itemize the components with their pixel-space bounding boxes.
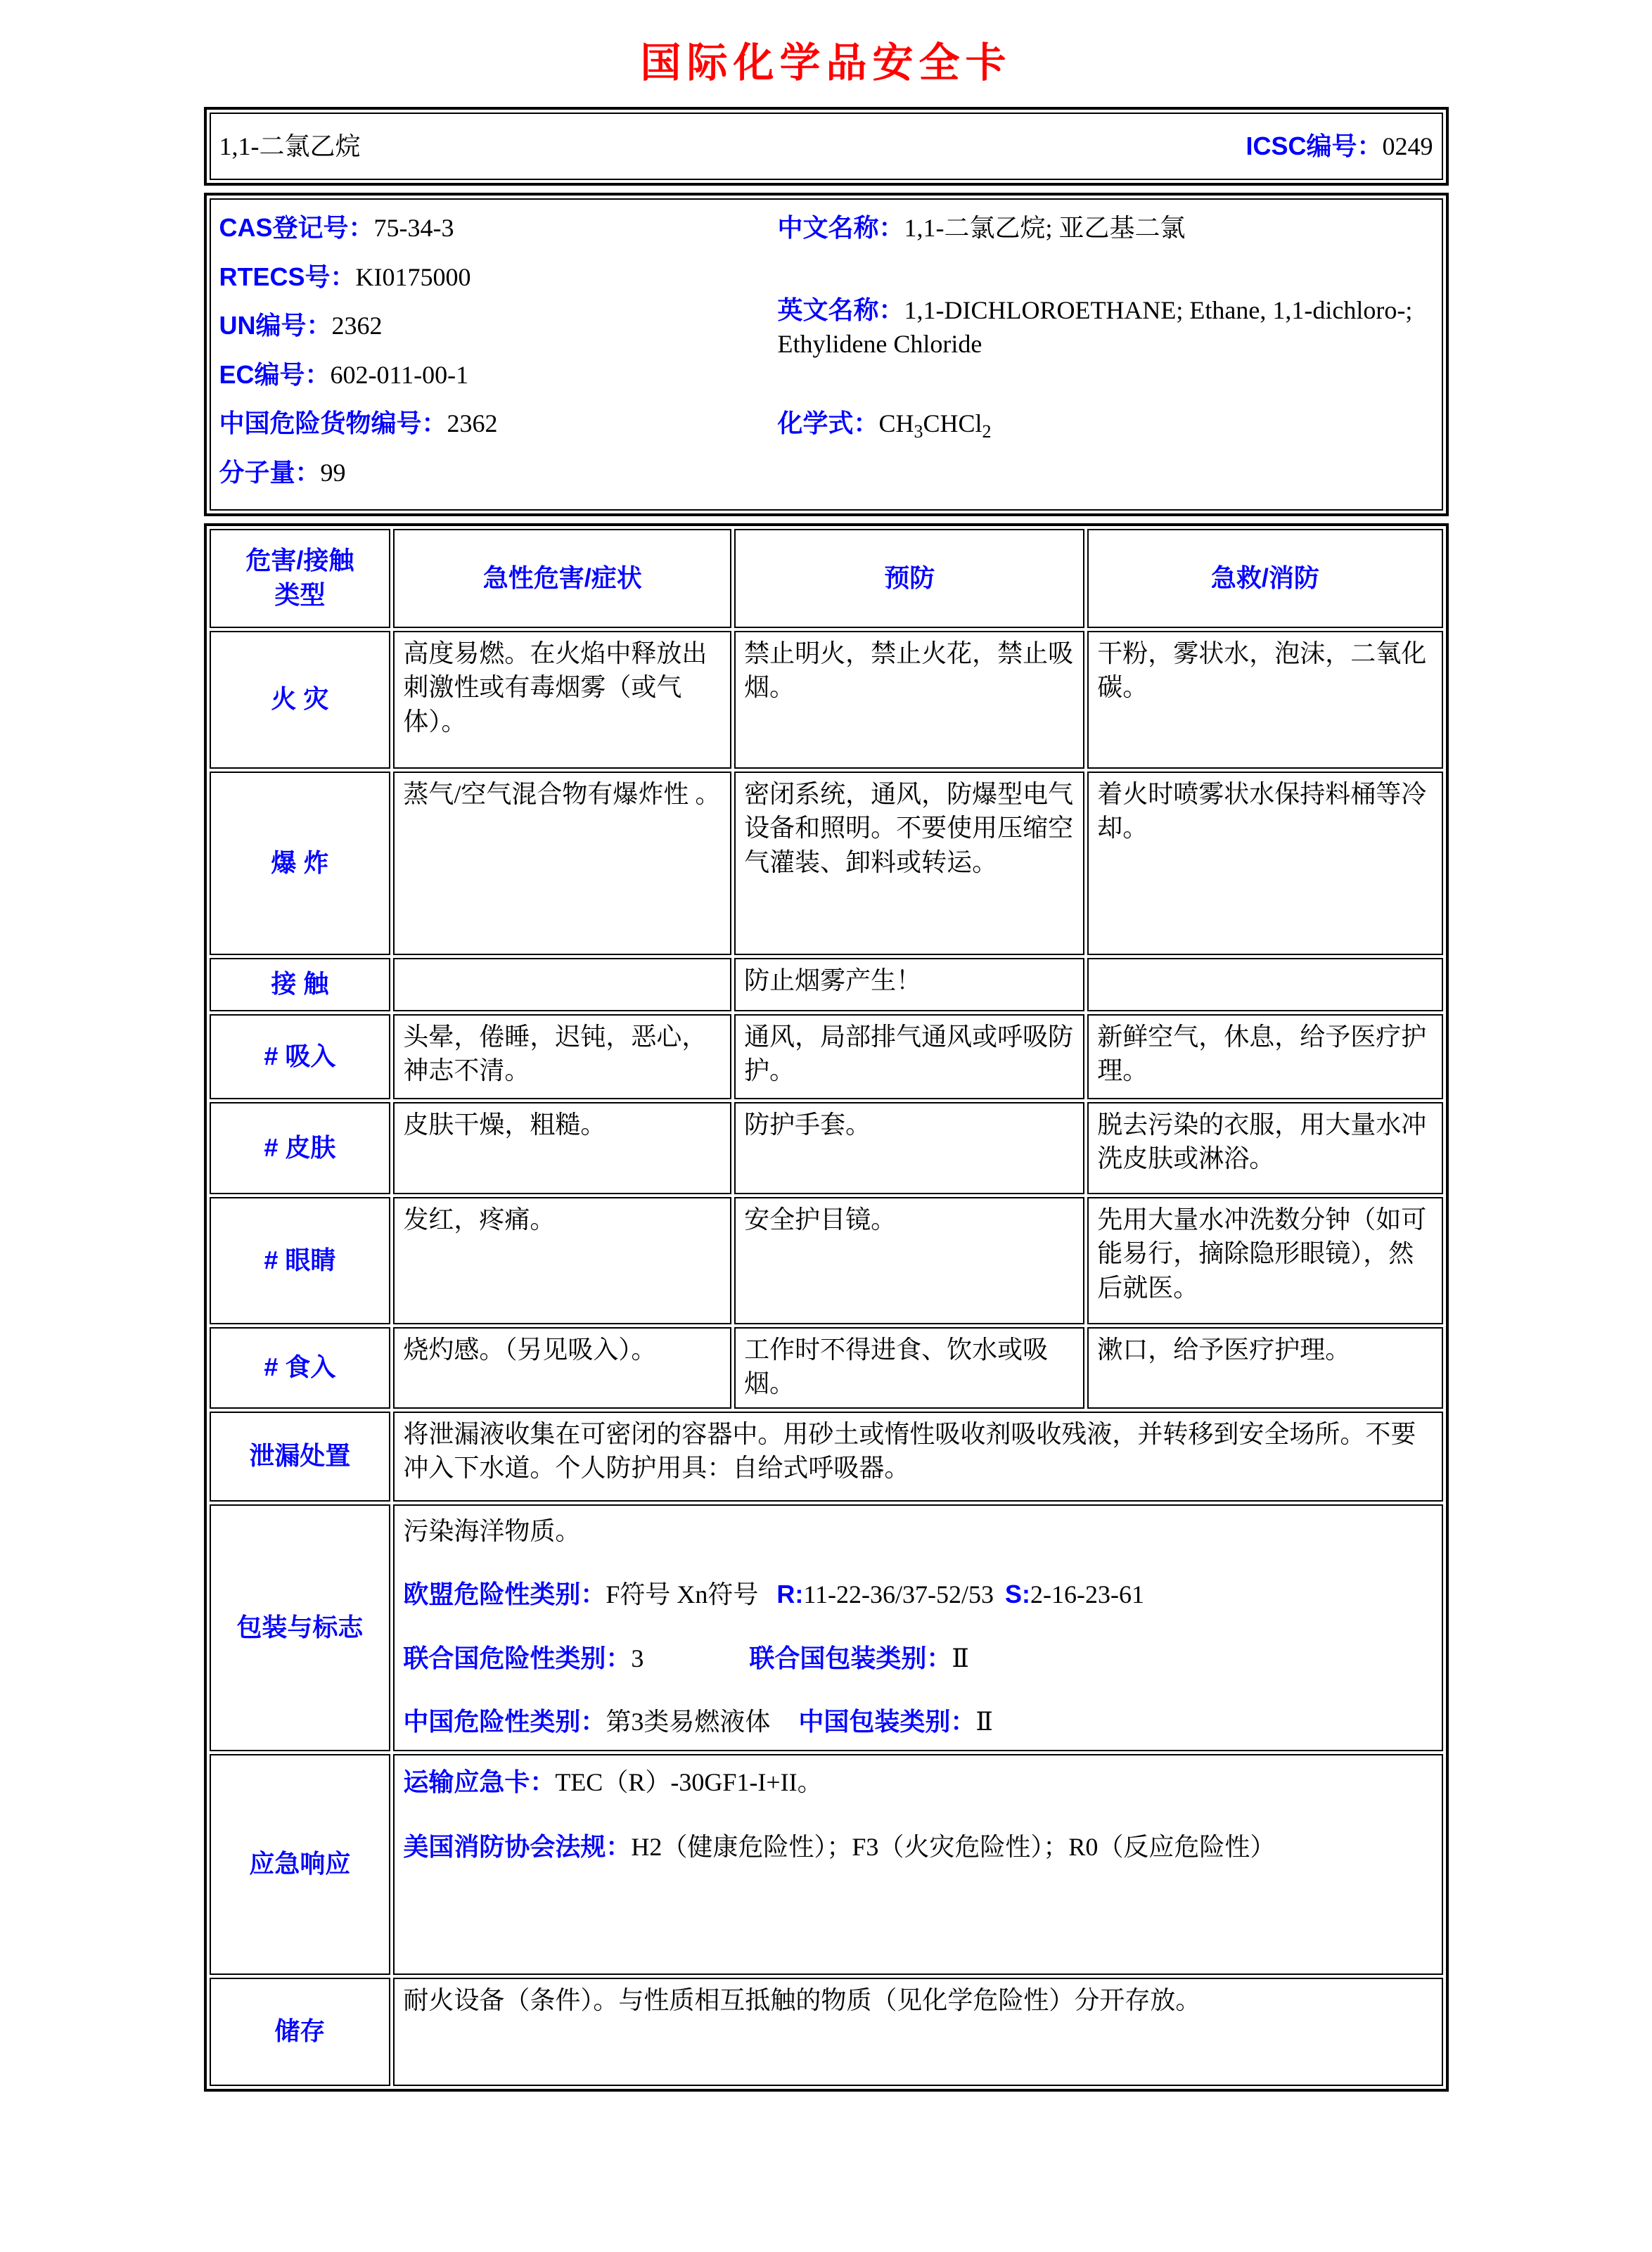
chinese-name-label: 中文名称： bbox=[777, 213, 904, 242]
hazard-table bbox=[204, 523, 1449, 2092]
row-explosion-symptoms: 蒸气/空气混合物有爆炸性 。 bbox=[393, 772, 731, 955]
row-eyes-first-aid: 先用大量水冲洗数分钟（如可能易行，摘除隐形眼镜），然后就医。 bbox=[1087, 1197, 1442, 1324]
header-hazard-type-line2: 类型 bbox=[274, 580, 326, 610]
header-hazard-type-line1: 危害/接触 bbox=[245, 546, 354, 575]
chemical-name: 1,1-二氯乙烷 bbox=[219, 132, 361, 160]
formula-line bbox=[777, 407, 1433, 444]
row-fire-symptoms: 高度易燃。在火焰中释放出刺激性或有毒烟雾（或气体）。 bbox=[393, 631, 731, 769]
eu-class-value: F符号 Xn符号 bbox=[606, 1580, 759, 1609]
english-name-value: 1,1-DICHLOROETHANE; Ethane, 1,1-dichloro-; Ethylidene Chloride bbox=[777, 295, 1413, 359]
row-spill-label: 泄漏处置 bbox=[210, 1412, 391, 1502]
row-packaging-label: 包装与标志 bbox=[210, 1504, 391, 1751]
header-hazard-type bbox=[210, 529, 391, 628]
row-emergency-content bbox=[393, 1754, 1442, 1975]
chemical-header-table bbox=[204, 107, 1449, 186]
row-ingestion bbox=[210, 1327, 1443, 1409]
cas-number-line bbox=[219, 211, 778, 245]
row-spill-disposal bbox=[210, 1412, 1443, 1502]
row-skin bbox=[210, 1102, 1443, 1194]
un-label: UN编号： bbox=[219, 311, 332, 340]
ec-number-line bbox=[219, 358, 778, 392]
molecular-weight-value: 99 bbox=[320, 458, 346, 487]
row-fire-prevention: 禁止明火，禁止火花，禁止吸烟。 bbox=[734, 631, 1084, 769]
row-packaging-labelling bbox=[210, 1504, 1443, 1751]
rtecs-number-line bbox=[219, 260, 778, 295]
tec-card-value: TEC（R）-30GF1-I+II。 bbox=[555, 1767, 823, 1796]
row-eyes bbox=[210, 1197, 1443, 1324]
china-class-label: 中国危险性类别： bbox=[403, 1707, 606, 1736]
un-number-line bbox=[219, 309, 778, 343]
header-symptoms: 急性危害/症状 bbox=[393, 529, 731, 628]
cas-label: CAS登记号： bbox=[219, 213, 374, 242]
row-explosion-first-aid: 着火时喷雾状水保持料桶等冷却。 bbox=[1087, 772, 1442, 955]
row-explosion bbox=[210, 772, 1443, 955]
nfpa-value: H2（健康危险性）；F3（火灾危险性）；R0（反应危险性） bbox=[631, 1833, 1276, 1862]
eu-class-label: 欧盟危险性类别： bbox=[403, 1580, 606, 1609]
molecular-weight-line bbox=[219, 456, 778, 490]
row-skin-label: # 皮肤 bbox=[210, 1102, 391, 1194]
un-class-value: 3 bbox=[631, 1644, 644, 1672]
row-emergency-response bbox=[210, 1754, 1443, 1975]
identifiers-table bbox=[204, 193, 1449, 516]
row-explosion-label: 爆 炸 bbox=[210, 772, 391, 955]
identifiers-cell bbox=[210, 198, 1443, 511]
row-storage-content: 耐火设备（条件）。与性质相互抵触的物质（见化学危险性）分开存放。 bbox=[393, 1978, 1442, 2086]
row-exposure bbox=[210, 958, 1443, 1011]
row-inhalation-label: # 吸入 bbox=[210, 1014, 391, 1099]
row-packaging-content bbox=[393, 1504, 1442, 1751]
molecular-weight-label: 分子量： bbox=[219, 457, 321, 487]
s-phrases-value: 2-16-23-61 bbox=[1030, 1580, 1144, 1609]
row-eyes-symptoms: 发红，疼痛。 bbox=[393, 1197, 731, 1324]
r-phrases-label: R: bbox=[776, 1580, 804, 1609]
row-ingestion-label: # 食入 bbox=[210, 1327, 391, 1409]
row-emergency-label: 应急响应 bbox=[210, 1754, 391, 1975]
formula-part-1: CH bbox=[878, 409, 914, 437]
s-phrases-label: S: bbox=[1005, 1580, 1030, 1609]
tec-card-line bbox=[403, 1765, 1433, 1800]
china-dg-label: 中国危险货物编号： bbox=[219, 409, 447, 438]
formula-subscript-2: 2 bbox=[982, 421, 992, 442]
ec-value: 602-011-00-1 bbox=[330, 360, 469, 389]
row-fire-label: 火 灾 bbox=[210, 631, 391, 769]
cas-value: 75-34-3 bbox=[373, 214, 454, 242]
row-skin-prevention: 防护手套。 bbox=[734, 1102, 1084, 1194]
china-classification-line bbox=[403, 1705, 1433, 1739]
chinese-name-line bbox=[777, 211, 1433, 245]
row-inhalation-symptoms: 头晕，倦睡，迟钝，恶心，神志不清。 bbox=[393, 1014, 731, 1099]
icsc-number bbox=[1246, 129, 1433, 164]
china-dg-value: 2362 bbox=[447, 409, 498, 438]
row-eyes-label: # 眼睛 bbox=[210, 1197, 391, 1324]
row-ingestion-first-aid: 漱口，给予医疗护理。 bbox=[1087, 1327, 1442, 1409]
row-exposure-first-aid bbox=[1087, 958, 1442, 1011]
un-pack-value: Ⅱ bbox=[952, 1644, 969, 1672]
row-ingestion-symptoms: 烧灼感。（另见吸入）。 bbox=[393, 1327, 731, 1409]
icsc-number-label: ICSC编号： bbox=[1246, 131, 1383, 160]
marine-pollutant-line: 污染海洋物质。 bbox=[403, 1516, 581, 1545]
english-name-line bbox=[777, 293, 1433, 362]
chinese-name-value: 1,1-二氯乙烷; 亚乙基二氯 bbox=[904, 214, 1186, 242]
un-classification-line bbox=[403, 1642, 1433, 1676]
ec-label: EC编号： bbox=[219, 359, 331, 389]
nfpa-label: 美国消防协会法规： bbox=[403, 1832, 632, 1862]
formula-part-2: CHCl bbox=[923, 409, 982, 437]
row-storage-label: 储存 bbox=[210, 1978, 391, 2086]
row-eyes-prevention: 安全护目镜。 bbox=[734, 1197, 1084, 1324]
formula-label: 化学式： bbox=[777, 408, 879, 437]
row-fire-first-aid: 干粉，雾状水，泡沫，二氧化碳。 bbox=[1087, 631, 1442, 769]
un-pack-label: 联合国包装类别： bbox=[749, 1643, 952, 1672]
eu-classification-line bbox=[403, 1578, 1433, 1612]
china-pack-value: Ⅱ bbox=[975, 1708, 993, 1736]
row-skin-first-aid: 脱去污染的衣服，用大量水冲洗皮肤或淋浴。 bbox=[1087, 1102, 1442, 1194]
row-spill-content: 将泄漏液收集在可密闭的容器中。用砂土或惰性吸收剂吸收残液，并转移到安全场所。不要冲入下水道。个人防护用具：自给式呼吸器。 bbox=[393, 1412, 1442, 1502]
identifiers-right-column bbox=[777, 204, 1433, 505]
row-fire bbox=[210, 631, 1443, 769]
page-title: 国际化学品安全卡 bbox=[640, 40, 1012, 86]
hazard-table-header-row bbox=[210, 529, 1443, 628]
china-dg-number-line bbox=[219, 407, 778, 441]
header-prevention: 预防 bbox=[734, 529, 1084, 628]
chemical-header-cell bbox=[210, 113, 1443, 180]
row-explosion-prevention: 密闭系统，通风，防爆型电气设备和照明。不要使用压缩空气灌装、卸料或转运。 bbox=[734, 772, 1084, 955]
row-exposure-prevention: 防止烟雾产生！ bbox=[734, 958, 1084, 1011]
english-name-label: 英文名称： bbox=[777, 295, 904, 324]
row-skin-symptoms: 皮肤干燥，粗糙。 bbox=[393, 1102, 731, 1194]
un-class-label: 联合国危险性类别： bbox=[403, 1643, 632, 1672]
identifiers-left-column bbox=[219, 204, 778, 505]
nfpa-line bbox=[403, 1830, 1433, 1864]
china-pack-label: 中国包装类别： bbox=[798, 1707, 976, 1736]
formula-subscript-1: 3 bbox=[914, 421, 923, 442]
rtecs-label: RTECS号： bbox=[219, 262, 356, 291]
un-value: 2362 bbox=[331, 312, 383, 340]
r-phrases-value: 11-22-36/37-52/53 bbox=[803, 1580, 994, 1609]
row-inhalation bbox=[210, 1014, 1443, 1099]
row-storage bbox=[210, 1978, 1443, 2086]
row-exposure-label: 接 触 bbox=[210, 958, 391, 1011]
card-content bbox=[204, 107, 1449, 2092]
row-inhalation-first-aid: 新鲜空气，休息，给予医疗护理。 bbox=[1087, 1014, 1442, 1099]
rtecs-value: KI0175000 bbox=[355, 262, 471, 291]
header-first-aid: 急救/消防 bbox=[1087, 529, 1442, 628]
china-class-value: 第3类易燃液体 bbox=[606, 1708, 771, 1736]
icsc-number-value: 0249 bbox=[1382, 132, 1433, 160]
row-inhalation-prevention: 通风，局部排气通风或呼吸防护。 bbox=[734, 1014, 1084, 1099]
row-ingestion-prevention: 工作时不得进食、饮水或吸烟。 bbox=[734, 1327, 1084, 1409]
row-exposure-symptoms bbox=[393, 958, 731, 1011]
tec-card-label: 运输应急卡： bbox=[403, 1767, 556, 1796]
